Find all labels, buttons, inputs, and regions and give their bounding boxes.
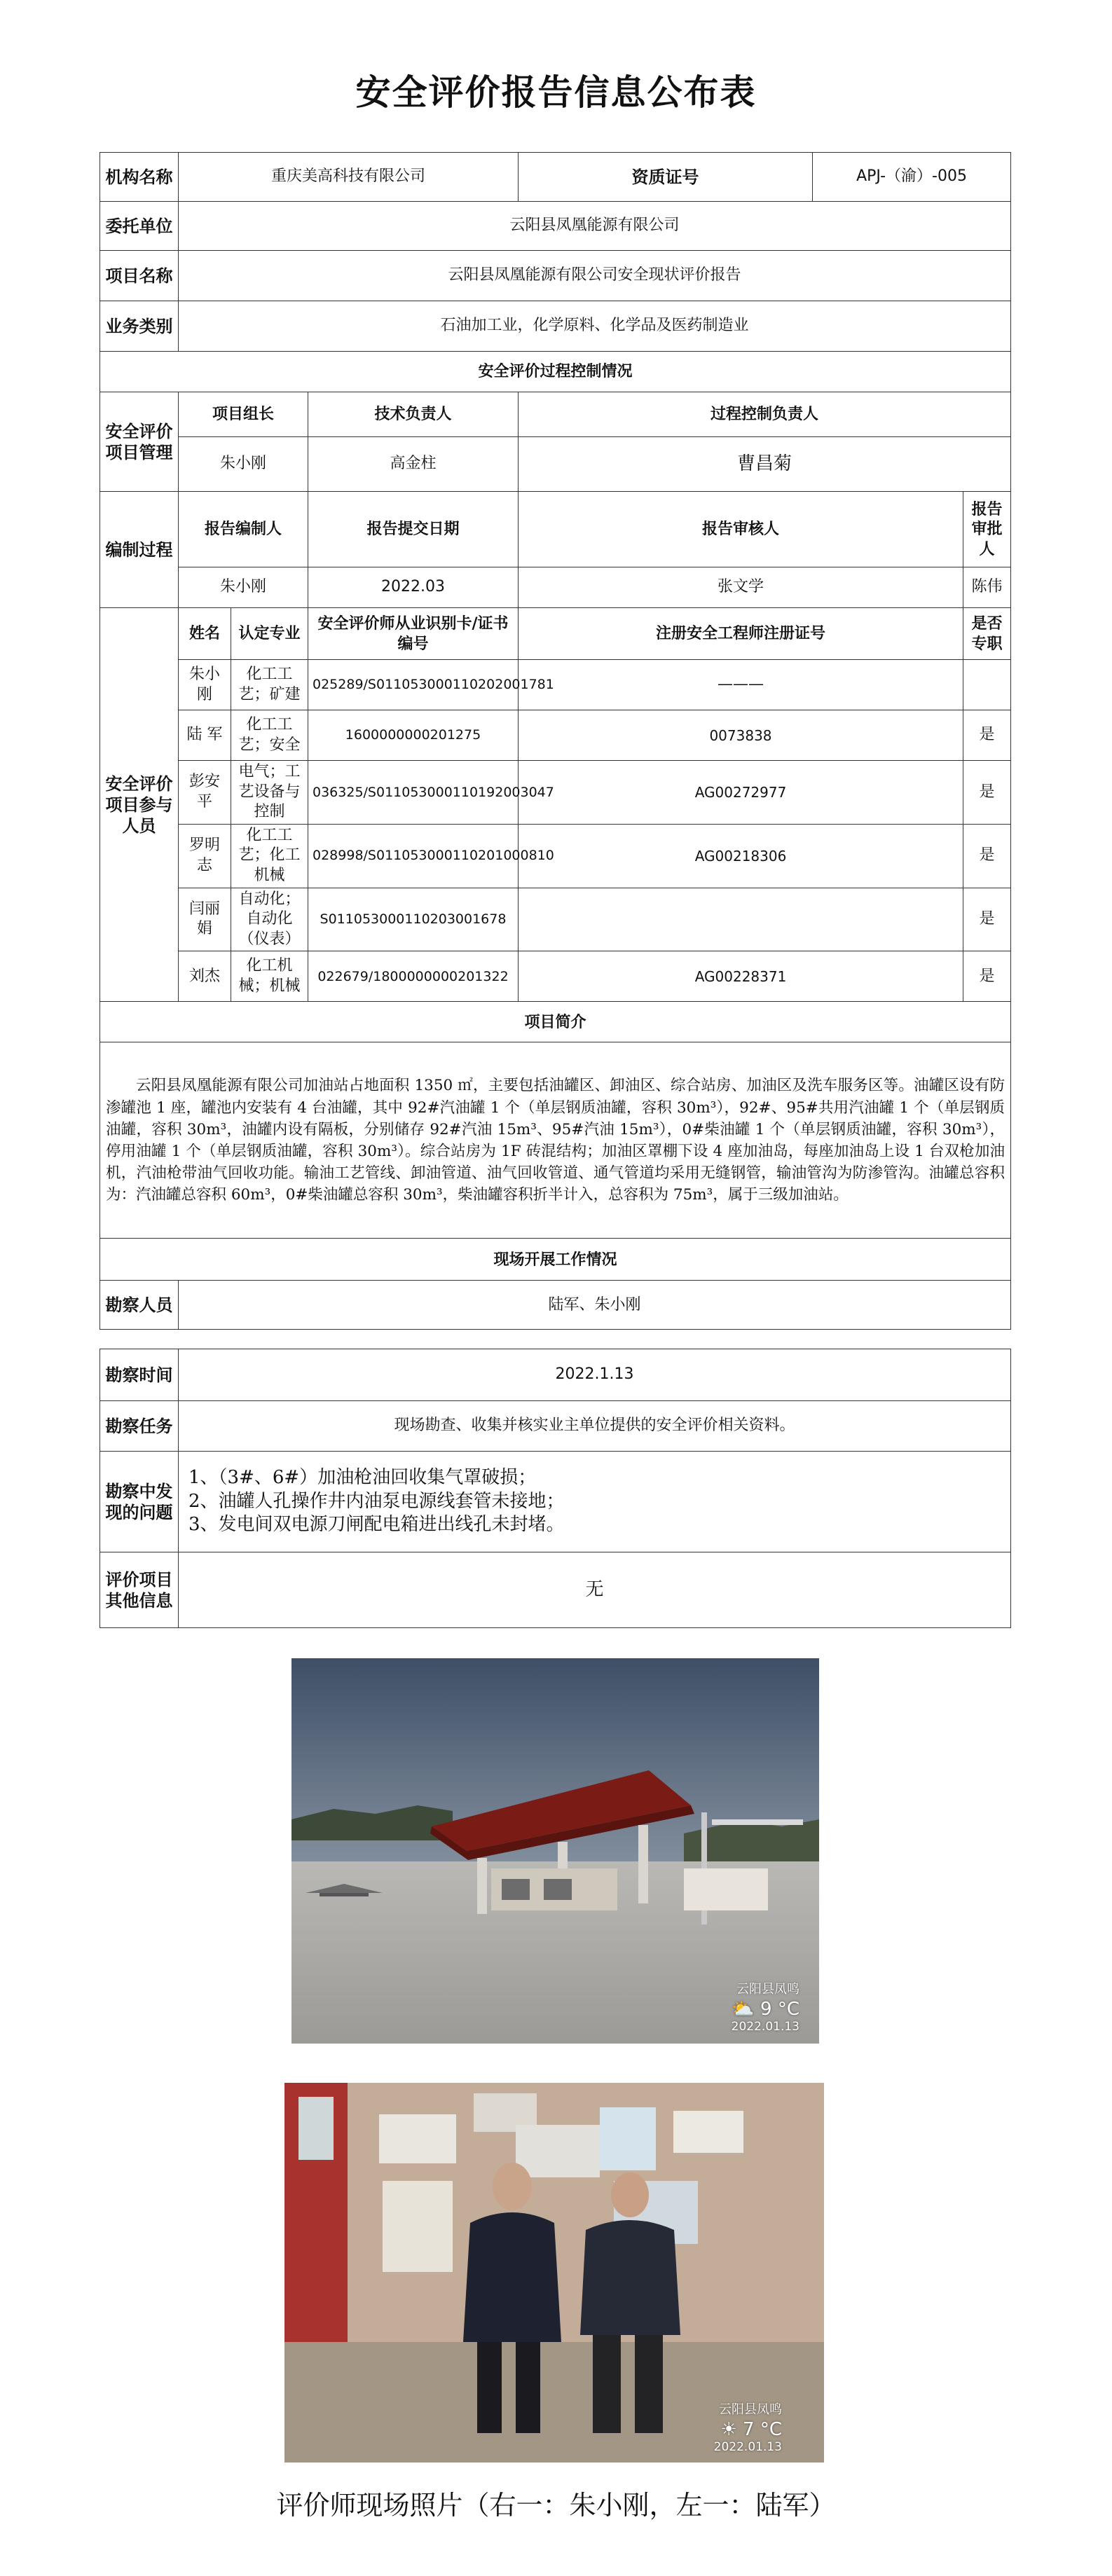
staff-name: 闫丽娟 [179,888,231,951]
staff-fulltime: 是 [963,761,1011,825]
issues-label: 勘察中发现的问题 [100,1452,179,1552]
photo2-watermark [714,2399,782,2454]
photo2-temp: 7 °C [743,2419,782,2440]
staff-fulltime: 是 [963,710,1011,761]
time-label: 勘察时间 [100,1349,179,1401]
intro-heading: 项目简介 [100,1002,1011,1042]
prep-header-reviewer: 报告审核人 [519,492,963,567]
prep-header-date: 报告提交日期 [308,492,519,567]
staff-card: 028998/S011053000110201000810 [308,824,519,888]
prep-header-approver: 报告审批人 [963,492,1011,567]
mgmt-header-process: 过程控制负责人 [519,392,1011,437]
staff-row [100,888,1011,951]
survey-task: 现场勘查、收集并核实业主单位提供的安全评价相关资料。 [179,1401,1011,1452]
project-label: 项目名称 [100,251,179,301]
staff-header-fulltime: 是否专职 [963,608,1011,660]
mgmt-header-leader: 项目组长 [179,392,308,437]
issue-item: 2、油罐人孔操作井内油泵电源线套管未接地； [188,1490,565,1512]
staff-fulltime: 是 [963,951,1011,1002]
business-label: 业务类别 [100,301,179,352]
staff-name: 刘杰 [179,951,231,1002]
staff-row [100,710,1011,761]
issues-cell [179,1452,1011,1552]
intro-text: 云阳县凤凰能源有限公司加油站占地面积 1350 ㎡，主要包括油罐区、卸油区、综合站房、加油区及洗车服务区等。油罐区设有防渗罐池 1 座，罐池内安装有 4 台油罐，其中 92#汽油罐 1 个（单层钢质油罐，容积 30m³），92#、95#共用汽油罐 1 个（单层钢质油罐，容积 30m³，油罐内设有隔板，分别储存 92#汽油 15m³、95#汽油 15m³），0#柴油罐 1 个（单层钢质油罐，容积 30m³），停用油罐 1 个（单层钢质油罐，容积 30m³）。综合站房为 1F 砖混结构；加油区罩棚下设 4 座加油岛，每座加油岛上设 1 台双枪加油机，汽油枪带油气回收功能。输油工艺管线、卸油管道、油气回收管道、通气管道均采用无缝钢管，输油管沟为防渗管沟。油罐总容积为：汽油罐总容积 60m³，0#柴油罐总容积 30m³，柴油罐容积折半计入，总容积为 75m³，属于三级加油站。 [106,1077,1005,1204]
info-table [99,152,1011,1330]
org-name-label: 机构名称 [100,153,179,202]
photo1-temp: 9 °C [760,1999,799,2020]
mgmt-process: 曹昌菊 [519,437,1011,492]
photo-caption: 评价师现场照片（右一：朱小刚，左一：陆军） [276,2490,836,2521]
staff-reg [519,888,963,951]
staff-card: S011053000110203001678 [308,888,519,951]
staff-reg: 0073838 [519,710,963,761]
staff-label: 安全评价项目参与人员 [100,608,179,1002]
staff-major: 化工机械；机械 [231,951,308,1002]
photo1-watermark [732,1979,799,2034]
staff-name: 彭安平 [179,761,231,825]
cert-label: 资质证号 [519,153,813,202]
inspectors: 陆军、朱小刚 [179,1281,1011,1330]
staff-header-name: 姓名 [179,608,231,660]
gas-station-photo [291,1658,819,2044]
staff-fulltime: 是 [963,824,1011,888]
org-name: 重庆美高科技有限公司 [179,153,519,202]
staff-row [100,951,1011,1002]
photo2-date: 2022.01.13 [713,2440,782,2454]
survey-time: 2022.1.13 [179,1349,1011,1401]
staff-reg: AG00218306 [519,824,963,888]
staff-card: 025289/S011053000110202001781 [308,660,519,710]
client-label: 委托单位 [100,202,179,251]
cloud-sun-icon: ⛅ [732,1999,755,2020]
prep-approver: 陈伟 [963,567,1011,608]
mgmt-header-tech: 技术负责人 [308,392,519,437]
document-title: 安全评价报告信息公布表 [355,72,757,113]
staff-reg: ——— [519,660,963,710]
staff-fulltime: 是 [963,888,1011,951]
staff-major: 电气；工艺设备与控制 [231,761,308,825]
staff-card: 036325/S011053000110192003047 [308,761,519,825]
staff-reg: AG00272977 [519,761,963,825]
staff-major: 化工工艺；安全 [231,710,308,761]
mgmt-leader: 朱小刚 [179,437,308,492]
cert-number: APJ-（渝）-005 [813,153,1011,202]
mgmt-label: 安全评价项目管理 [100,392,179,492]
staff-major: 自动化；自动化（仪表） [231,888,308,951]
staff-fulltime [963,660,1011,710]
staff-name: 陆 军 [179,710,231,761]
staff-row [100,761,1011,825]
staff-row [100,824,1011,888]
project-name: 云阳县凤凰能源有限公司安全现状评价报告 [179,251,1011,301]
intro-text-cell [100,1042,1011,1239]
staff-reg: AG00228371 [519,951,963,1002]
prep-date: 2022.03 [308,567,519,608]
photo2-place: 云阳县凤鸣 [719,2402,782,2417]
staff-header-major: 认定专业 [231,608,308,660]
photo1-date: 2022.01.13 [731,2020,799,2034]
site-heading: 现场开展工作情况 [100,1239,1011,1281]
task-label: 勘察任务 [100,1401,179,1452]
prep-label: 编制过程 [100,492,179,608]
staff-card: 1600000000201275 [308,710,519,761]
prep-reviewer: 张文学 [519,567,963,608]
staff-header-card: 安全评价师从业识别卡/证书编号 [308,608,519,660]
staff-name: 罗明志 [179,824,231,888]
mgmt-tech: 高金柱 [308,437,519,492]
staff-major: 化工工艺；矿建 [231,660,308,710]
staff-name: 朱小刚 [179,660,231,710]
process-heading: 安全评价过程控制情况 [100,352,1011,392]
prep-header-author: 报告编制人 [179,492,308,567]
inspectors-label: 勘察人员 [100,1281,179,1330]
prep-author: 朱小刚 [179,567,308,608]
issue-item: 1、（3#、6#）加油枪油回收集气罩破损； [188,1466,537,1488]
staff-row [100,660,1011,710]
business-type: 石油加工业，化学原料、化学品及医药制造业 [179,301,1011,352]
inspectors-photo [284,2083,824,2463]
other-info: 无 [179,1552,1011,1628]
client-name: 云阳县凤凰能源有限公司 [179,202,1011,251]
issue-item: 3、发电间双电源刀闸配电箱进出线孔未封堵。 [188,1514,565,1536]
staff-header-reg: 注册安全工程师注册证号 [519,608,963,660]
staff-major: 化工工艺；化工机械 [231,824,308,888]
sun-icon: ☀ [720,2419,737,2440]
staff-card: 022679/1800000000201322 [308,951,519,1002]
other-label: 评价项目其他信息 [100,1552,179,1628]
photo1-place: 云阳县凤鸣 [736,1982,799,1997]
site-table [99,1349,1011,1628]
